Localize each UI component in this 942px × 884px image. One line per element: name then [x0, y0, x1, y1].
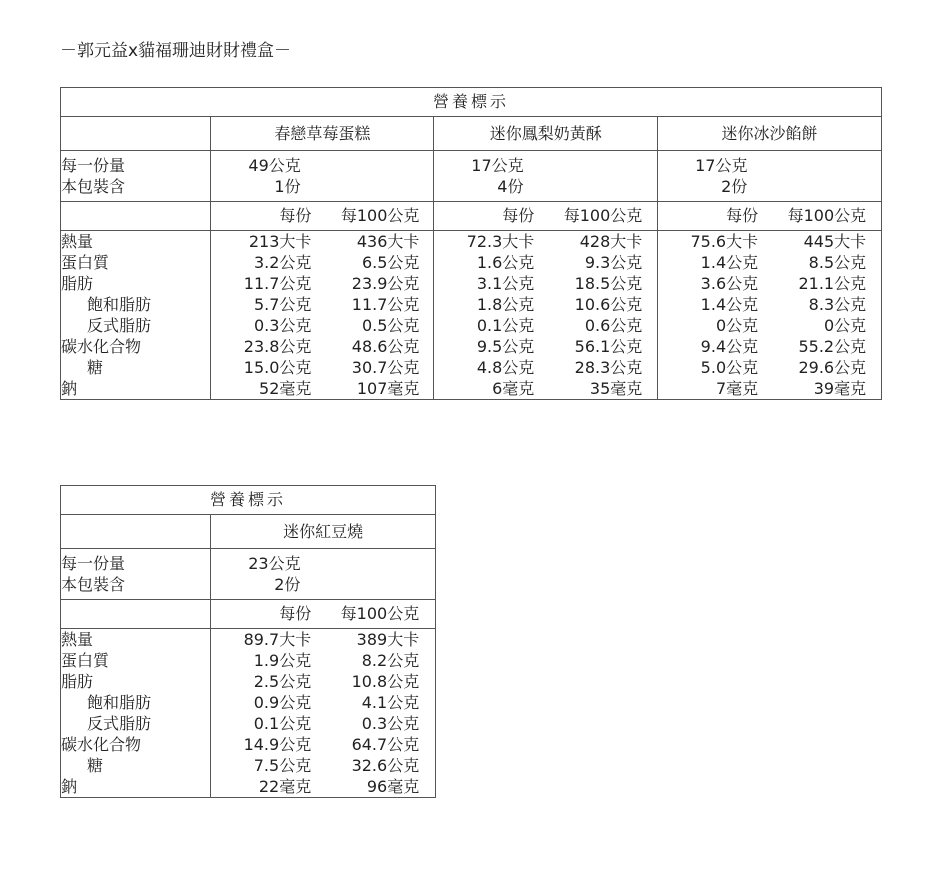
nutrient-value: 8.2公克 — [361, 651, 420, 670]
nutrient-value: 10.8公克 — [351, 672, 420, 691]
nutrient-value: 52毫克 — [259, 379, 312, 398]
servings-value: 2份 — [274, 575, 301, 594]
nutrient-value: 9.5公克 — [476, 337, 535, 356]
nutrient-label: 反式脂肪 — [87, 714, 152, 733]
per-100g-header: 每100公克 — [340, 206, 420, 225]
nutrient-label: 碳水化合物 — [61, 337, 142, 356]
nutrient-value: 8.5公克 — [808, 253, 867, 272]
nutrient-value: 0.6公克 — [584, 316, 643, 335]
nutrient-value: 0公克 — [715, 316, 759, 335]
nutrient-label: 蛋白質 — [61, 253, 110, 272]
nutrient-label: 糖 — [87, 756, 104, 775]
nutrient-value: 64.7公克 — [351, 735, 420, 754]
nutrition-table-1 — [60, 87, 882, 400]
nutrient-label: 飽和脂肪 — [87, 295, 152, 314]
page-title: －郭元益x貓福珊迪財財禮盒－ — [60, 41, 292, 61]
nutrient-value: 72.3大卡 — [466, 232, 535, 251]
nutrient-value: 5.7公克 — [253, 295, 312, 314]
nutrient-value: 6毫克 — [492, 379, 535, 398]
nutrient-label: 脂肪 — [61, 672, 94, 691]
nutrient-label: 飽和脂肪 — [87, 693, 152, 712]
nutrient-label: 鈉 — [61, 379, 78, 398]
nutrient-value: 3.6公克 — [700, 274, 759, 293]
nutrient-value: 3.1公克 — [476, 274, 535, 293]
nutrient-value: 0.5公克 — [361, 316, 420, 335]
servings-label: 本包裝含 — [61, 177, 126, 196]
nutrient-value: 9.3公克 — [584, 253, 643, 272]
nutrient-value: 0.3公克 — [253, 316, 312, 335]
nutrient-value: 0公克 — [823, 316, 867, 335]
nutrient-label: 熱量 — [61, 630, 94, 649]
nutrient-value: 48.6公克 — [351, 337, 420, 356]
nutrient-value: 0.1公克 — [253, 714, 312, 733]
nutrient-value: 436大卡 — [356, 232, 420, 251]
nutrient-value: 2.5公克 — [253, 672, 312, 691]
nutrient-value: 8.3公克 — [808, 295, 867, 314]
nutrient-value: 75.6大卡 — [690, 232, 759, 251]
nutrient-value: 1.9公克 — [253, 651, 312, 670]
nutrient-value: 29.6公克 — [798, 358, 867, 377]
nutrient-value: 389大卡 — [356, 630, 420, 649]
nutrient-value: 21.1公克 — [798, 274, 867, 293]
nutrient-label: 反式脂肪 — [87, 316, 152, 335]
nutrient-value: 213大卡 — [248, 232, 312, 251]
nutrient-value: 428大卡 — [579, 232, 643, 251]
nutrient-value: 7毫克 — [715, 379, 759, 398]
nutrient-value: 23.8公克 — [243, 337, 312, 356]
nutrient-label: 熱量 — [61, 232, 94, 251]
serving-size-value: 23公克 — [248, 554, 301, 573]
per-100g-header: 每100公克 — [563, 206, 643, 225]
nutrient-value: 1.4公克 — [700, 253, 759, 272]
servings-value: 2份 — [721, 177, 748, 196]
per-serving-header: 每份 — [279, 604, 312, 623]
nutrient-value: 4.8公克 — [476, 358, 535, 377]
servings-label: 本包裝含 — [61, 575, 126, 594]
product-name: 迷你紅豆燒 — [211, 515, 436, 549]
nutrient-value: 5.0公克 — [700, 358, 759, 377]
nutrient-value: 23.9公克 — [351, 274, 420, 293]
nutrient-value: 10.6公克 — [574, 295, 643, 314]
nutrient-value: 15.0公克 — [243, 358, 312, 377]
nutrient-value: 4.1公克 — [361, 693, 420, 712]
nutrient-value: 0.9公克 — [253, 693, 312, 712]
nutrient-value: 7.5公克 — [253, 756, 312, 775]
nutrient-label: 糖 — [87, 358, 104, 377]
product-name: 春戀草莓蛋糕 — [211, 117, 434, 151]
nutrient-value: 39毫克 — [813, 379, 867, 398]
nutrient-value: 56.1公克 — [574, 337, 643, 356]
nutrient-label: 鈉 — [61, 777, 78, 796]
nutrient-value: 30.7公克 — [351, 358, 420, 377]
nutrient-value: 18.5公克 — [574, 274, 643, 293]
per-serving-header: 每份 — [726, 206, 759, 225]
nutrient-value: 96毫克 — [366, 777, 420, 796]
nutrient-value: 14.9公克 — [243, 735, 312, 754]
nutrient-value: 0.3公克 — [361, 714, 420, 733]
nutrient-label: 蛋白質 — [61, 651, 110, 670]
serving-size-value: 17公克 — [471, 156, 524, 175]
nutrient-value: 55.2公克 — [798, 337, 867, 356]
serving-size-label: 每一份量 — [61, 554, 126, 573]
nutrient-value: 11.7公克 — [351, 295, 420, 314]
nutrient-value: 1.8公克 — [476, 295, 535, 314]
nutrition-table-2 — [60, 485, 436, 798]
per-100g-header: 每100公克 — [340, 604, 420, 623]
nutrient-value: 445大卡 — [803, 232, 867, 251]
product-name: 迷你冰沙餡餅 — [658, 117, 882, 151]
nutrient-value: 1.4公克 — [700, 295, 759, 314]
per-serving-header: 每份 — [502, 206, 535, 225]
serving-size-value: 49公克 — [248, 156, 301, 175]
nutrient-value: 9.4公克 — [700, 337, 759, 356]
nutrient-value: 1.6公克 — [476, 253, 535, 272]
serving-size-label: 每一份量 — [61, 156, 126, 175]
nutrient-label: 碳水化合物 — [61, 735, 142, 754]
product-name: 迷你鳳梨奶黃酥 — [434, 117, 658, 151]
per-serving-header: 每份 — [279, 206, 312, 225]
per-100g-header: 每100公克 — [787, 206, 867, 225]
nutrient-value: 107毫克 — [356, 379, 420, 398]
nutrient-value: 22毫克 — [258, 777, 312, 796]
nutrient-value: 3.2公克 — [253, 253, 312, 272]
nutrient-label: 脂肪 — [61, 274, 94, 293]
nutrient-value: 11.7公克 — [243, 274, 312, 293]
nutrient-value: 0.1公克 — [476, 316, 535, 335]
nutrient-value: 28.3公克 — [574, 358, 643, 377]
nutrition-table-title: 營養標示 — [61, 88, 882, 117]
nutrient-value: 35毫克 — [589, 379, 643, 398]
nutrition-table-title: 營養標示 — [61, 486, 436, 515]
servings-value: 1份 — [274, 177, 301, 196]
serving-size-value: 17公克 — [695, 156, 748, 175]
nutrient-value: 32.6公克 — [351, 756, 420, 775]
nutrient-value: 6.5公克 — [361, 253, 420, 272]
nutrient-value: 89.7大卡 — [243, 630, 312, 649]
servings-value: 4份 — [497, 177, 524, 196]
